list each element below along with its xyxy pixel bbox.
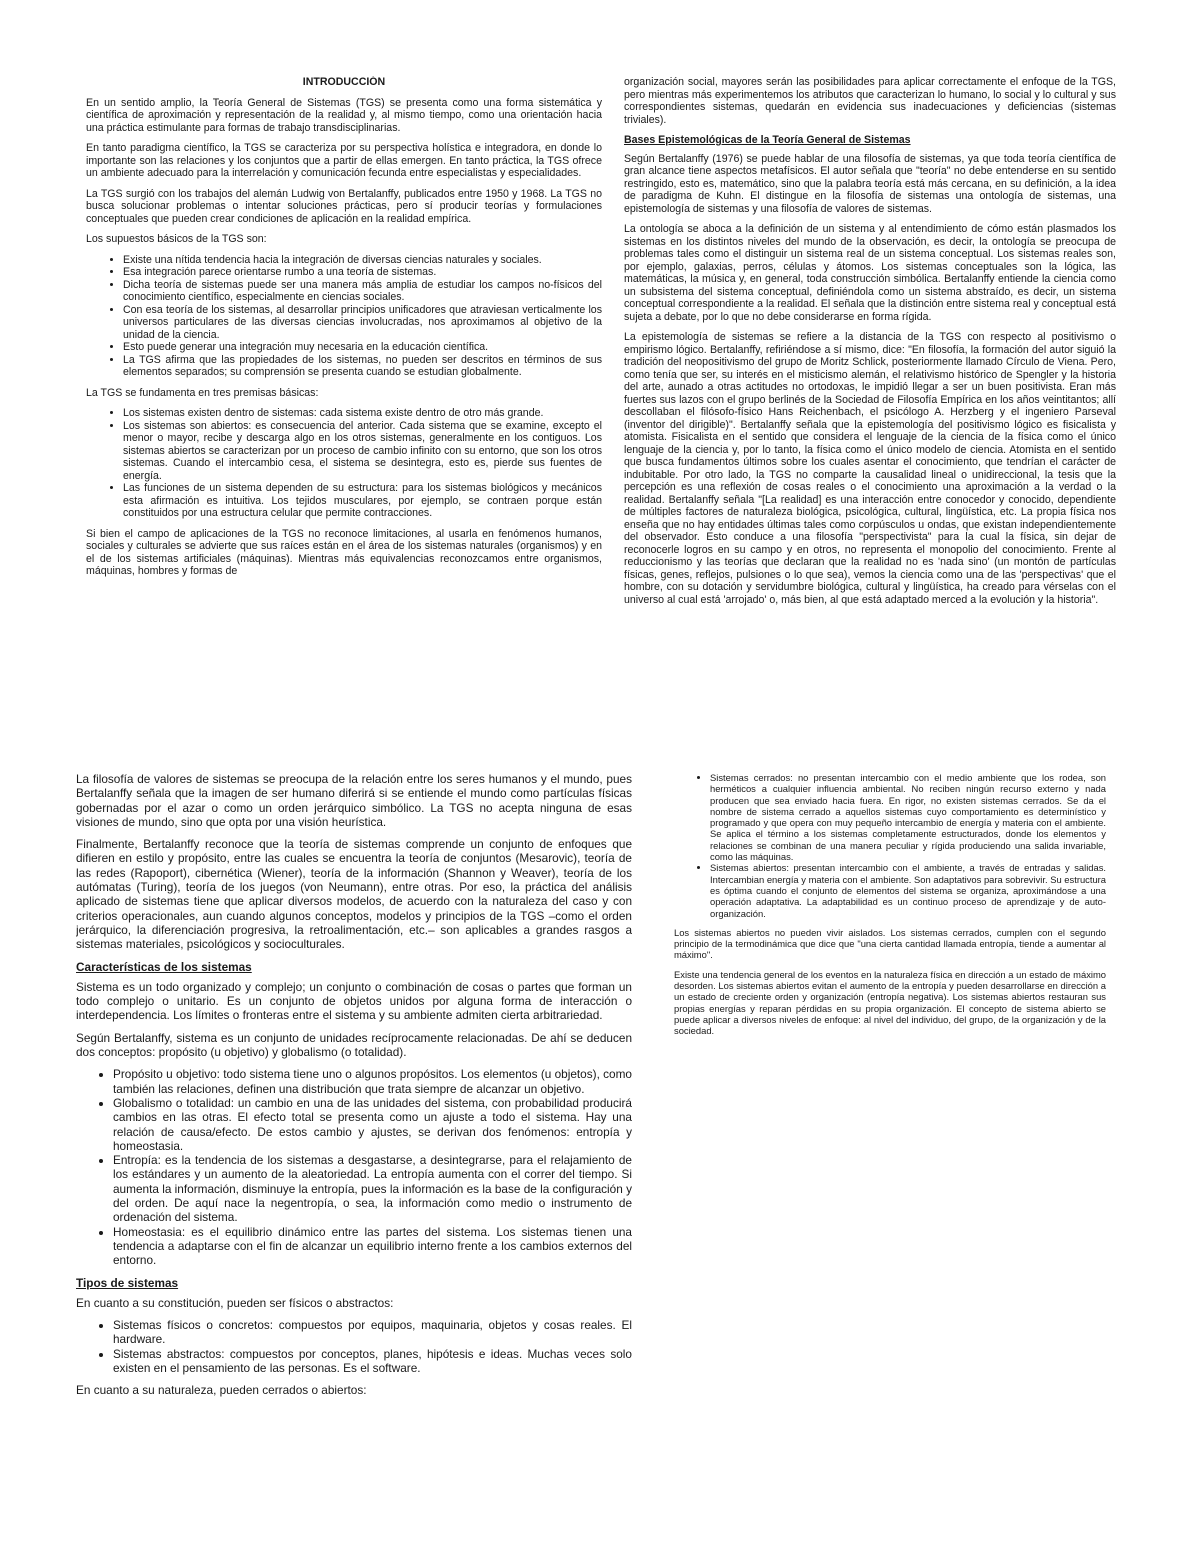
list-item: • La TGS afirma que las propiedades de los sistemas, no pueden ser descritos en términos de sus elementos separados; su comprensión se presenta cuando se estudian globalmente. bbox=[123, 354, 602, 379]
section-heading-caracteristicas: Características de los sistemas bbox=[76, 959, 252, 974]
bottom-right-column bbox=[674, 772, 1106, 1092]
section-title-introduccion: INTRODUCCIÓN bbox=[302, 76, 386, 88]
top-left-column bbox=[86, 76, 602, 744]
paragraph: organización social, mayores serán las posibilidades para aplicar correctamente el enfoque de la TGS, pero mientras más experimentemos los atributos que caracterizan lo humano, lo social y lo cultural y sus correspondientes sistemas, quedarán en evidencia sus inadecuaciones y deficiencias (sistemas triviales). bbox=[624, 76, 1116, 126]
list-item: • Sistemas abiertos: presentan intercambio con el ambiente, a través de entradas y salidas. Intercambian energía y materia con el ambiente. Son adaptativos para sobrevivir. Su estructura es óptima cuando el conjunto de elementos del sistema se organiza, aproximándose a una operación adaptativa. La adaptabilidad es un continuo proceso de aprendizaje y de auto-organización. bbox=[710, 862, 1106, 918]
paragraph: La ontología se aboca a la definición de un sistema y al entendimiento de cómo están plasmados los sistemas en los distintos niveles del mundo de la observación, es decir, la ontología se preocupa de problemas tales como el distinguir un sistema real de un sistema conceptual. Los sistemas reales son, por ejemplo, galaxias, perros, células y átomos. Los sistemas conceptuales son la lógica, las matemáticas, la música y, en general, toda construcción simbólica. Bertalanffy entiende la ciencia como un subsistema del sistema conceptual, definiéndola como un sistema abstraído, es decir, un sistema conceptual correspondiente a la realidad. El señala que la distinción entre sistema real y conceptual está sujeta a debate, por lo que no debe considerarse en forma rígida. bbox=[624, 223, 1116, 323]
paragraph: Según Bertalanffy, sistema es un conjunto de unidades recíprocamente relacionadas. De ahí se deducen dos conceptos: propósito (u objetivo) y globalismo (o totalidad). bbox=[76, 1030, 632, 1060]
list-item: • Esto puede generar una integración muy necesaria en la educación científica. bbox=[123, 341, 602, 354]
paragraph: En cuanto a su naturaleza, pueden cerrados o abiertos: bbox=[76, 1383, 367, 1398]
list-item: • Existe una nítida tendencia hacia la integración de diversas ciencias naturales y sociales. bbox=[123, 254, 602, 267]
list-item: • Propósito u objetivo: todo sistema tiene uno o algunos propósitos. Los elementos (u objetos), como también las relaciones, definen una distribución que trata siempre de alcanzar un objetivo. bbox=[113, 1067, 632, 1096]
supuestos-list bbox=[86, 254, 602, 379]
paragraph: Los supuestos básicos de la TGS son: bbox=[86, 233, 267, 245]
paragraph: La TGS se fundamenta en tres premisas básicas: bbox=[86, 386, 319, 399]
premisas-list bbox=[86, 407, 602, 520]
paragraph: La epistemología de sistemas se refiere a la distancia de la TGS con respecto al positivismo o empirismo lógico. Bertalanffy, refiriéndose a sí mismo, dice: "En filosofía, la formación del autor siguió la tradición del neopositivismo del grupo de Moritz Schlick, posteriormente llamado Círculo de Viena. Pero, como tenía que ser, su interés en el misticismo alemán, el relativismo histórico de Spengler y la historia del arte, aunado a otras actitudes no ortodoxas, le impidió llegar a ser un buen positivista. Eran más fuertes sus lazos con el grupo berlinés de la Sociedad de Filosofía Empírica en los años veintitantos; allí descollaban el filósofo-físico Hans Reichenbach, el psicólogo A. Herzberg y el ingeniero Parseval (inventor del dirigible)". Bertalanffy señala que la epistemología del positivismo lógico es fisicalista y atomista. Fisicalista en el sentido que considera el lenguaje de la ciencia de la física como el único lenguaje de la ciencia y, por lo tanto, la física como el único modelo de ciencia. Atomista en el sentido que busca fundamentos últimos sobre los cuales asentar el conocimiento, que tendrían el carácter de indubitable. Por otro lado, la TGS no comparte la causalidad lineal o unidireccional, la tesis que la percepción es una reflexión de cosas reales o el conocimiento una aproximación a la verdad o la realidad. Bertalanffy señala "[La realidad] es una interacción entre conocedor y conocido, dependiente de múltiples factores de naturaleza biológica, psicológica, cultural, lingüística, etc. La propia física nos enseña que no hay entidades últimas tales como corpúsculos u ondas, que existan independientemente del observador. Esto conduce a una filosofía "perspectivista" para la cual la física, sin dejar de reconocerle logros en su campo y en otros, no representa el monopolio del conocimiento. Frente al reduccionismo y las teorías que declaran que la realidad no es 'nada sino' (un montón de partículas físicas, genes, reflejos, pulsiones o lo que sea), vemos la ciencia como una de las 'perspectivas' que el hombre, con su dotación y servidumbre biológica, cultural y lingüística, ha creado para vérselas con el universo al cual está 'arrojado' o, más bien, al que está adaptado merced a la evolución y la historia". bbox=[624, 331, 1116, 606]
paragraph: En tanto paradigma científico, la TGS se caracteriza por su perspectiva holística e integradora, en donde lo importante son las relaciones y los conjuntos que a partir de ellas emergen. En tanto práctica, la TGS ofrece un ambiente adecuado para la interrelación y comunicación fecunda entre especialistas y especialidades. bbox=[86, 142, 602, 179]
list-item: • Dicha teoría de sistemas puede ser una manera más amplia de estudiar los campos no-físicos del conocimiento científico, especialmente en ciencias sociales. bbox=[123, 279, 602, 304]
paragraph: Los sistemas abiertos no pueden vivir aislados. Los sistemas cerrados, cumplen con el segundo principio de la termodinámica que dice que "una cierta cantidad llamada entropía, tiende a aumentar al máximo". bbox=[674, 926, 1106, 961]
paragraph: Finalmente, Bertalanffy reconoce que la teoría de sistemas comprende un conjunto de enfoques que difieren en estilo y propósito, entre las cuales se encuentra la teoría de conjuntos (Mesarovic), teoría de las redes (Rapoport), cibernética (Wiener), teoría de la información (Shannon y Weaver), teoría de los autómatas (Turing), teoría de los juegos (von Neumann), entre otras. Por eso, la práctica del análisis aplicado de sistemas tiene que aplicar diversos modelos, de acuerdo con la naturaleza del caso y con criterios operacionales, aun cuando algunos conceptos, modelos y principios de la TGS –como el orden jerárquico, la diferenciación progresiva, la retroalimentación, etc.– son aplicables a grandes rasgos a sistemas materiales, psicológicos y socioculturales. bbox=[76, 837, 632, 952]
paragraph: Sistema es un todo organizado y complejo; un conjunto o combinación de cosas o partes que forman un todo complejo o unitario. Es un conjunto de objetos unidos por alguna forma de interacción o interdependencia. Los límites o fronteras entre el sistema y su ambiente admiten cierta arbitrariedad. bbox=[76, 979, 632, 1023]
list-item: • Sistemas cerrados: no presentan intercambio con el medio ambiente que los rodea, son herméticos a cualquier influencia ambiental. No reciben ningún recurso externo y nada producen que sea enviado hacia fuera. En rigor, no existen sistemas cerrados. Se da el nombre de sistema cerrado a aquellos sistemas cuyo comportamiento es determinístico y programado y que opera con muy pequeño intercambio de energía y materia con el ambiente. Se aplica el término a los sistemas completamente estructurados, donde los elementos y relaciones se combinan de una manera peculiar y rígida produciendo una salida invariable, como las máquinas. bbox=[710, 772, 1106, 862]
list-item: • Esa integración parece orientarse rumbo a una teoría de sistemas. bbox=[123, 266, 602, 279]
list-item: • Homeostasia: es el equilibrio dinámico entre las partes del sistema. Los sistemas tienen una tendencia a adaptarse con el fin de alcanzar un equilibrio interno frente a los cambios externos del entorno. bbox=[113, 1225, 632, 1268]
section-heading-tipos: Tipos de sistemas bbox=[76, 1275, 179, 1290]
list-item: • Con esa teoría de los sistemas, al desarrollar principios unificadores que atraviesan verticalmente los universos particulares de las diversas ciencias involucradas, nos aproximamos al objetivo de la unidad de la ciencia. bbox=[123, 304, 602, 342]
paragraph: Según Bertalanffy (1976) se puede hablar de una filosofía de sistemas, ya que toda teoría científica de gran alcance tiene aspectos metafísicos. El autor señala que "teoría" no debe entenderse en su sentido restringido, esto es, matemático, sino que la palabra teoría está más cercana, en su definición, a la idea de paradigma de Kuhn. El distingue en la filosofía de sistemas una ontología de sistemas, una epistemología de sistemas y una filosofía de valores de sistemas. bbox=[624, 152, 1116, 215]
paragraph: En un sentido amplio, la Teoría General de Sistemas (TGS) se presenta como una forma sistemática y científica de aproximación y representación de la realidad y, al mismo tiempo, como una orientación hacia una práctica estimulante para formas de trabajo transdisciplinarias. bbox=[86, 96, 602, 134]
paragraph: La filosofía de valores de sistemas se preocupa de la relación entre los seres humanos y el mundo, pues Bertalanffy señala que la imagen de ser humano diferirá si se entiende el mundo como partículas físicas gobernadas por el azar o como un orden jerárquico simbólico. La TGS no acepta ninguna de esas visiones de mundo, sino que opta por una visión heurística. bbox=[76, 772, 632, 829]
paragraph: Existe una tendencia general de los eventos en la naturaleza física en dirección a un estado de máximo desorden. Los sistemas abiertos evitan el aumento de la entropía y pueden desarrollarse en dirección a un estado de creciente orden y organización (entropía negativa). Los sistemas abiertos restauran sus propias energías y reparan pérdidas en su propia organización. El concepto de sistema abierto se puede aplicar a diversos niveles de enfoque: al nivel del individuo, del grupo, de la organización y de la sociedad. bbox=[674, 968, 1106, 1037]
top-right-column bbox=[624, 76, 1116, 744]
caracteristicas-list bbox=[76, 1067, 632, 1267]
tipos-list bbox=[76, 1318, 632, 1375]
list-item: • Sistemas físicos o concretos: compuestos por equipos, maquinaria, objetos y cosas reales. El hardware. bbox=[113, 1318, 632, 1347]
paragraph: La TGS surgió con los trabajos del alemán Ludwig von Bertalanffy, publicados entre 1950 y 1968. La TGS no busca solucionar problemas o intentar soluciones prácticas, pero sí producir teorías y formulaciones conceptuales que pueden crear condiciones de aplicación en la realidad empírica. bbox=[86, 187, 602, 225]
list-item: • Los sistemas son abiertos: es consecuencia del anterior. Cada sistema que se examine, excepto el menor o mayor, recibe y descarga algo en los otros sistemas, generalmente en los contiguos. Los sistemas abiertos se caracterizan por un proceso de cambio infinito con su entorno, que son los otros sistemas. Cuando el intercambio cesa, el sistema se desintegra, esto es, pierde sus fuentes de energía. bbox=[123, 420, 602, 483]
paragraph: En cuanto a su constitución, pueden ser físicos o abstractos: bbox=[76, 1295, 394, 1310]
paragraph: Si bien el campo de aplicaciones de la TGS no reconoce limitaciones, al usarla en fenómenos humanos, sociales y culturales se advierte que sus raíces están en el área de los sistemas naturales (organismos) y en el de los sistemas artificiales (máquinas). Mientras más equivalencias reconozcamos entre organismos, máquinas, hombres y formas de bbox=[86, 527, 602, 577]
list-item: • Las funciones de un sistema dependen de su estructura: para los sistemas biológicos y mecánicos esta afirmación es intuitiva. Los tejidos musculares, por ejemplo, se contraen porque están constituidos por una estructura celular que permite contracciones. bbox=[123, 482, 602, 520]
section-heading-bases-epistemologicas: Bases Epistemológicas de la Teoría General de Sistemas bbox=[624, 134, 911, 146]
sistemas-list bbox=[674, 772, 1106, 919]
list-item: • Sistemas abstractos: compuestos por conceptos, planes, hipótesis e ideas. Muchas veces solo existen en el pensamiento de las personas. Es el software. bbox=[113, 1347, 632, 1376]
bottom-left-column bbox=[76, 772, 632, 1492]
list-item: • Los sistemas existen dentro de sistemas: cada sistema existe dentro de otro más grande. bbox=[123, 407, 602, 420]
list-item: • Entropía: es la tendencia de los sistemas a desgastarse, a desintegrarse, para el relajamiento de los estándares y un aumento de la aleatoriedad. La entropía aumenta con el correr del tiempo. Si aumenta la información, disminuye la entropía, pues la información es la base de la configuración y del orden. De aquí nace la negentropía, o sea, la información como medio o instrumento de ordenación del sistema. bbox=[113, 1153, 632, 1224]
list-item: • Globalismo o totalidad: un cambio en una de las unidades del sistema, con probabilidad producirá cambios en las otras. El efecto total se presenta como un ajuste a todo el sistema. Hay una relación de causa/efecto. De estos cambio y ajustes, se derivan dos fenómenos: entropía y homeostasia. bbox=[113, 1096, 632, 1153]
